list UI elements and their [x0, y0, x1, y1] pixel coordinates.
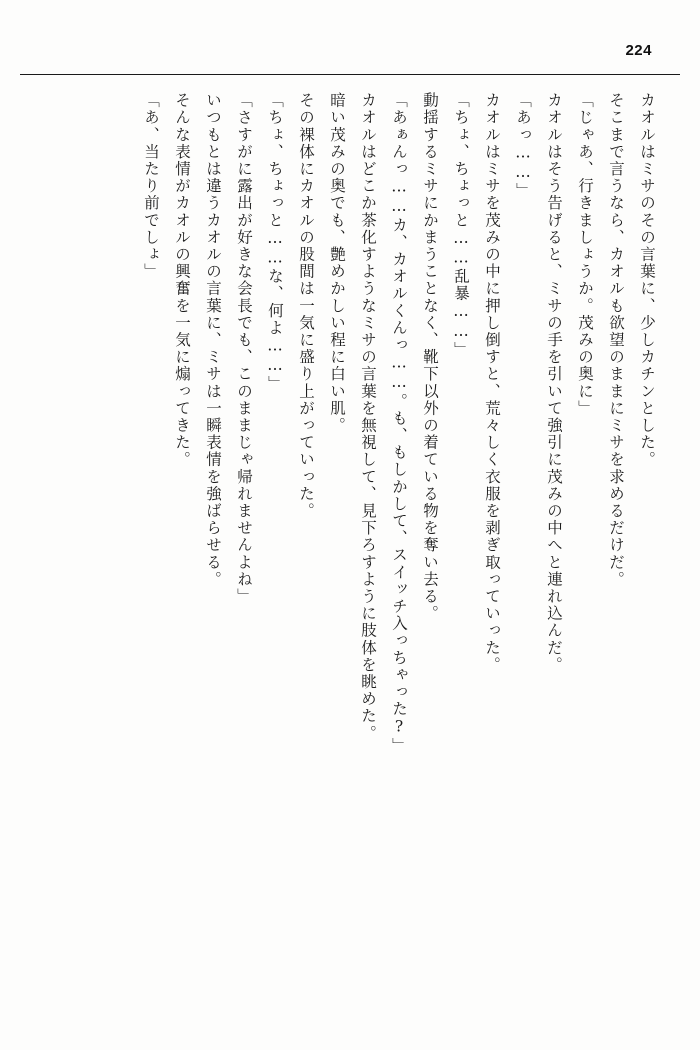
text-line: 「あ、当たり前でしょ」 [142, 92, 160, 281]
vertical-text-body [46, 92, 654, 1010]
text-line: 「じゃあ、行きましょうか。茂みの奥に」 [576, 92, 594, 417]
text-line: 「さすがに露出が好きな会長でも、このままじゃ帰れませんよね」 [235, 92, 253, 605]
text-line: 「ちょ、ちょっと……乱暴……」 [452, 92, 470, 359]
header-rule [20, 74, 680, 75]
text-line: そんな表情がカオルの興奮を一気に煽ってきた。 [173, 92, 191, 469]
text-line: カオルはどこか茶化すようなミサの言葉を無視して、見下ろすように肢体を眺めた。 [359, 92, 377, 742]
text-line: そこまで言うなら、カオルも欲望のままにミサを求めるだけだ。 [607, 92, 625, 588]
page-number: 224 [625, 42, 652, 59]
text-line: カオルはミサを茂みの中に押し倒すと、荒々しく衣服を剥ぎ取っていった。 [483, 92, 501, 674]
text-line: 動揺するミサにかまうことなく、靴下以外の着ている物を奪い去る。 [421, 92, 439, 623]
text-line: いつもとは違うカオルの言葉に、ミサは一瞬表情を強ばらせる。 [204, 92, 222, 588]
text-line: 「ちょ、ちょっと……な、何よ……」 [266, 92, 284, 393]
text-line: 暗い茂みの奥でも、艶めかしい程に白い肌。 [328, 92, 346, 434]
text-line: カオルはそう告げると、ミサの手を引いて強引に茂みの中へと連れ込んだ。 [545, 92, 563, 674]
text-line: 「あぁんっ……カ、カオルくんっ……。も、もしかして、スイッチ入っちゃった?」 [390, 92, 408, 755]
text-line: カオルはミサのその言葉に、少しカチンとした。 [638, 92, 656, 469]
text-line: 「あっ……」 [514, 92, 532, 200]
text-line: その裸体にカオルの股間は一気に盛り上がっていった。 [297, 92, 315, 520]
